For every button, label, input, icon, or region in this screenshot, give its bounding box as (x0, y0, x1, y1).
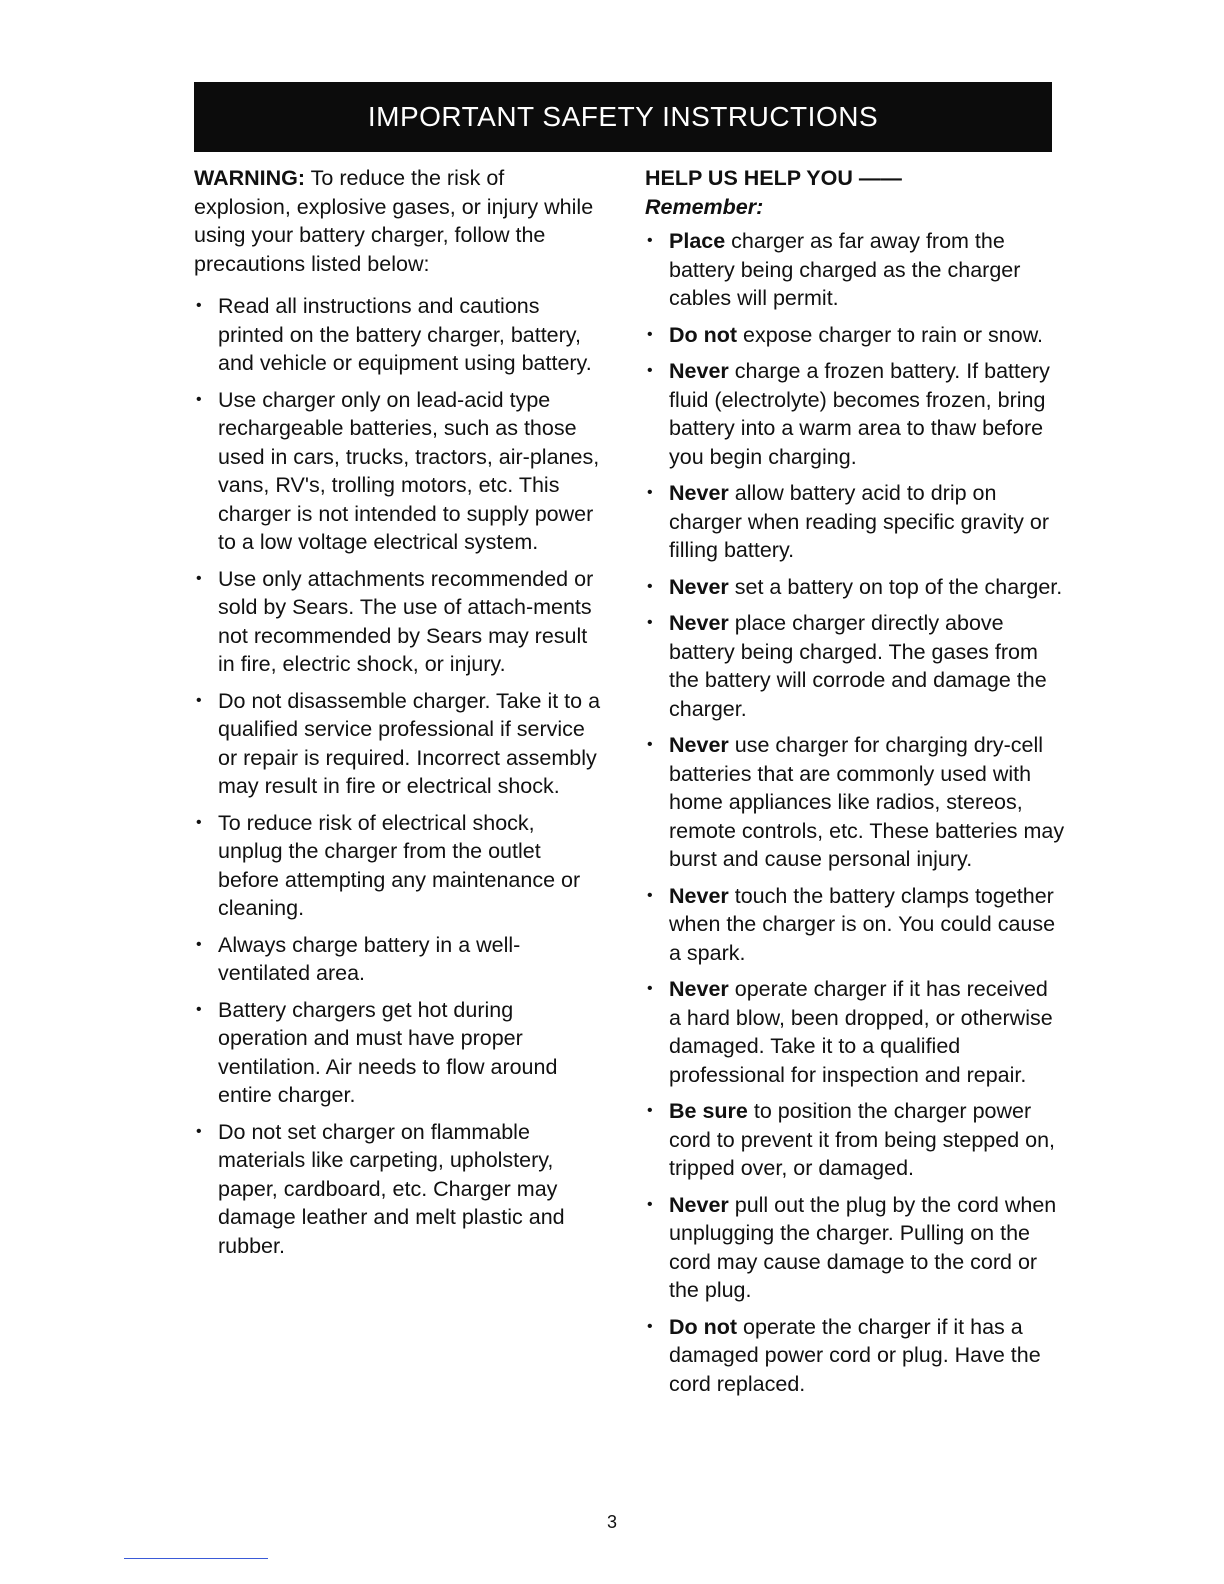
list-item: • Never use charger for charging dry-cell batteries that are commonly used with home appliances like radios, stereos, remote controls, etc. These batteries may burst and cause personal injury. (645, 731, 1065, 874)
list-item: • Never set a battery on top of the charger. (645, 573, 1065, 602)
warning-paragraph (194, 164, 604, 278)
list-item: • Use only attachments recommended or sold by Sears. The use of attach-ments not recommended by Sears may result in fire, electric shock, or injury. (194, 565, 604, 679)
precautions-list (194, 292, 604, 1260)
list-item: • Be sure to position the charger power cord to prevent it from being stepped on, tripped over, or damaged. (645, 1097, 1065, 1183)
list-item: • Use charger only on lead-acid type rechargeable batteries, such as those used in cars, trucks, tractors, air-planes, vans, RV's, trolling motors, etc. This charger is not intended to supply power to a low voltage electrical system. (194, 386, 604, 557)
list-item: • Never touch the battery clamps together when the charger is on. You could cause a spark. (645, 882, 1065, 968)
list-item: • Never operate charger if it has received a hard blow, been dropped, or otherwise damaged. Take it to a qualified professional for inspection and repair. (645, 975, 1065, 1089)
remember-list (645, 227, 1065, 1398)
help-us-title: HELP US HELP YOU —— (645, 166, 902, 190)
list-item: • Do not disassemble charger. Take it to a qualified service professional if service or repair is required. Incorrect assembly may result in fire or electrical shock. (194, 687, 604, 801)
list-item: • Do not expose charger to rain or snow. (645, 321, 1065, 350)
list-item: • Never place charger directly above battery being charged. The gases from the battery will corrode and damage the charger. (645, 609, 1065, 723)
header-title: IMPORTANT SAFETY INSTRUCTIONS (367, 101, 879, 132)
warning-label: WARNING: (194, 166, 306, 190)
right-column (645, 164, 1065, 1406)
page-number: 3 (606, 1512, 617, 1532)
list-item: • To reduce risk of electrical shock, unplug the charger from the outlet before attempting any maintenance or cleaning. (194, 809, 604, 923)
list-item: • Never allow battery acid to drip on charger when reading specific gravity or filling battery. (645, 479, 1065, 565)
list-item: • Place charger as far away from the battery being charged as the charger cables will permit. (645, 227, 1065, 313)
list-item: • Read all instructions and cautions printed on the battery charger, battery, and vehicle or equipment using battery. (194, 292, 604, 378)
list-item: • Never pull out the plug by the cord when unplugging the charger. Pulling on the cord may cause damage to the cord or the plug. (645, 1191, 1065, 1305)
remember-subtitle: Remember: (645, 194, 764, 219)
footer-divider (124, 1558, 268, 1559)
list-item: • Always charge battery in a well-ventilated area. (194, 931, 604, 988)
list-item: • Do not operate the charger if it has a damaged power cord or plug. Have the cord replaced. (645, 1313, 1065, 1399)
warning-text: To reduce the risk of explosion, explosive gases, or injury while using your battery charger, follow the precautions listed below: (194, 166, 594, 276)
list-item: • Do not set charger on flammable materials like carpeting, upholstery, paper, cardboard, etc. Charger may damage leather and melt plastic and rubber. (194, 1118, 604, 1261)
left-column (194, 164, 604, 1268)
section-header (194, 82, 1052, 152)
list-item: • Battery chargers get hot during operation and must have proper ventilation. Air needs to flow around entire charger. (194, 996, 604, 1110)
list-item: • Never charge a frozen battery. If battery fluid (electrolyte) becomes frozen, bring battery into a warm area to thaw before you begin charging. (645, 357, 1065, 471)
